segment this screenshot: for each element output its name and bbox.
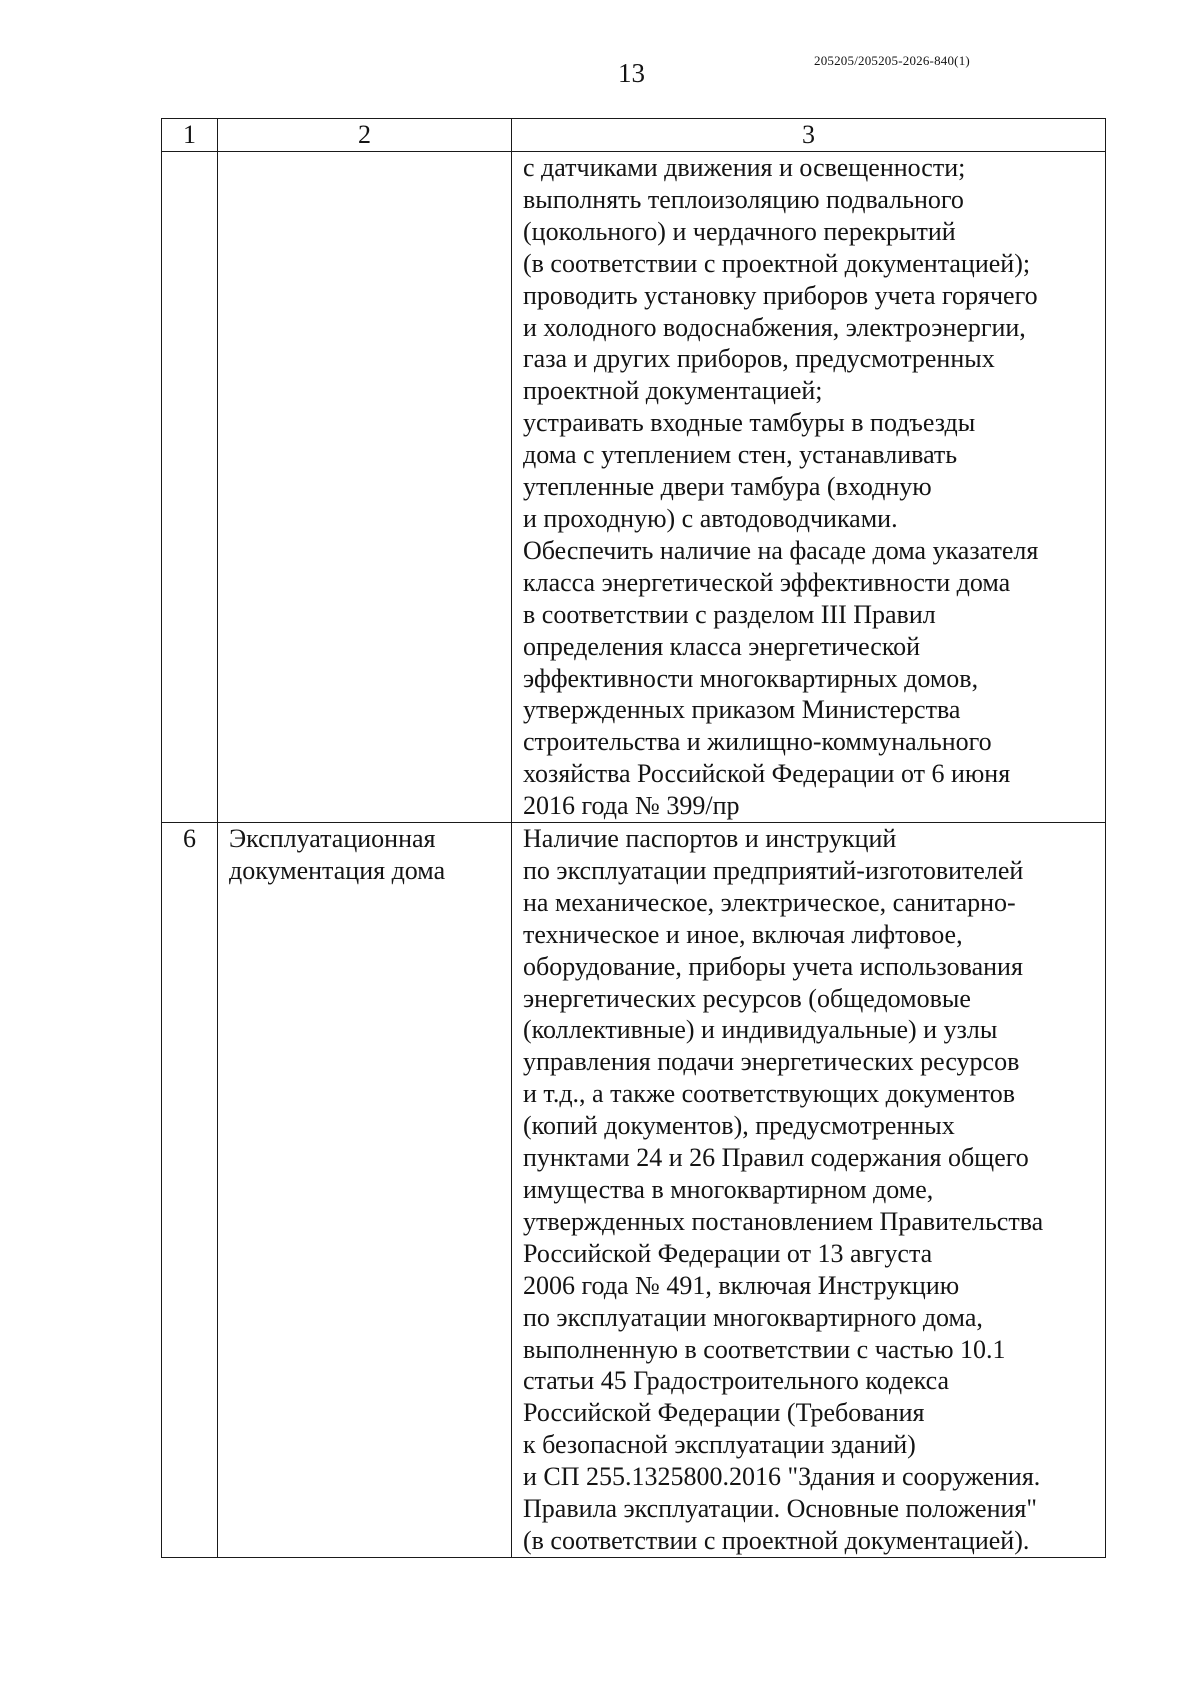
cell-text-line: в соответствии с разделом III Правил — [523, 599, 936, 629]
cell-text-line: Обеспечить наличие на фасаде дома указателя — [523, 535, 1039, 565]
column-header-1: 1 — [162, 119, 218, 152]
cell-text-line: дома с утеплением стен, устанавливать — [523, 440, 958, 470]
cell-text-line: проводить установку приборов учета горячего — [523, 280, 1038, 310]
table-row — [162, 152, 1106, 823]
cell-text-line: утепленные двери тамбура (входную — [523, 472, 932, 502]
cell-text-line: пунктами 24 и 26 Правил содержания общего — [523, 1143, 1029, 1173]
cell-text-line: имущества в многоквартирном доме, — [523, 1175, 934, 1204]
cell-text-line: статьи 45 Градостроительного кодекса — [523, 1366, 950, 1396]
row-requirements-cell — [512, 823, 1106, 1558]
row-number-cell — [162, 152, 218, 823]
cell-text-line: (цокольного) и чердачного перекрытий — [523, 216, 956, 246]
cell-text-line: класса энергетической эффективности дома — [523, 567, 1011, 597]
table-header-row — [162, 119, 1106, 152]
cell-text-line: (в соответствии с проектной документацией). — [523, 1525, 1030, 1555]
cell-text-line: Правила эксплуатации. Основные положения" — [523, 1494, 1037, 1524]
cell-text-line: и проходную) с автодоводчиками. — [523, 503, 898, 533]
column-header-3: 3 — [512, 119, 1106, 152]
cell-text-line: выполнять теплоизоляцию подвального — [523, 184, 964, 214]
cell-text-line: к безопасной эксплуатации зданий) — [523, 1430, 916, 1460]
cell-text-line: документация дома — [229, 855, 446, 885]
cell-text-line: утвержденных постановлением Правительства — [523, 1206, 1044, 1236]
page-number: 13 — [618, 58, 645, 88]
cell-text-line: по эксплуатации многоквартирного дома, — [523, 1302, 983, 1332]
cell-text-line: выполненную в соответствии с частью 10.1 — [523, 1334, 1006, 1364]
cell-text-line: оборудование, приборы учета использования — [523, 951, 1023, 981]
cell-text-line: газа и других приборов, предусмотренных — [523, 344, 995, 374]
cell-text-line: по эксплуатации предприятий-изготовителей — [523, 855, 1024, 885]
cell-text-line: техническое и иное, включая лифтовое, — [523, 919, 963, 949]
cell-text-line: с датчиками движения и освещенности; — [523, 153, 966, 182]
cell-text-line: управления подачи энергетических ресурсов — [523, 1047, 1020, 1077]
cell-text-line: строительства и жилищно-коммунального — [523, 727, 992, 757]
row-name-cell — [218, 823, 512, 1558]
cell-text-line: (копий документов), предусмотренных — [523, 1111, 955, 1141]
cell-text-line: и холодного водоснабжения, электроэнергии, — [523, 312, 1026, 342]
cell-text-line: энергетических ресурсов (общедомовые — [523, 983, 971, 1013]
cell-text-line: 2016 года № 399/пр — [523, 791, 740, 821]
cell-text-line: (в соответствии с проектной документацией); — [523, 248, 1031, 278]
requirements-table — [161, 118, 1106, 1558]
cell-text-line: (коллективные) и индивидуальные) и узлы — [523, 1015, 998, 1045]
column-header-2: 2 — [218, 119, 512, 152]
cell-text-line: эффективности многоквартирных домов, — [523, 663, 979, 693]
cell-text-line: и т.д., а также соответствующих документов — [523, 1079, 1016, 1109]
table-row — [162, 823, 1106, 1558]
cell-text-line: 2006 года № 491, включая Инструкцию — [523, 1270, 960, 1300]
document-code: 205205/205205-2026-840(1) — [814, 53, 970, 68]
cell-text-line: на механическое, электрическое, санитарно- — [523, 887, 1016, 917]
cell-text-line: устраивать входные тамбуры в подъезды — [523, 408, 976, 438]
row-number-cell: 6 — [162, 823, 218, 1558]
cell-text-line: Российской Федерации (Требования — [523, 1398, 925, 1428]
cell-text-line: проектной документацией; — [523, 376, 823, 406]
cell-text-line: Эксплуатационная — [229, 824, 436, 854]
row-name-cell — [218, 152, 512, 823]
cell-text-line: определения класса энергетической — [523, 631, 921, 661]
cell-text-line: утвержденных приказом Министерства — [523, 695, 961, 725]
cell-text-line: Российской Федерации от 13 августа — [523, 1238, 933, 1268]
cell-text-line: хозяйства Российской Федерации от 6 июня — [523, 759, 1011, 789]
cell-text-line: Наличие паспортов и инструкций — [523, 824, 897, 854]
row-requirements-cell — [512, 152, 1106, 823]
cell-text-line: и СП 255.1325800.2016 "Здания и сооружения. — [523, 1462, 1041, 1492]
